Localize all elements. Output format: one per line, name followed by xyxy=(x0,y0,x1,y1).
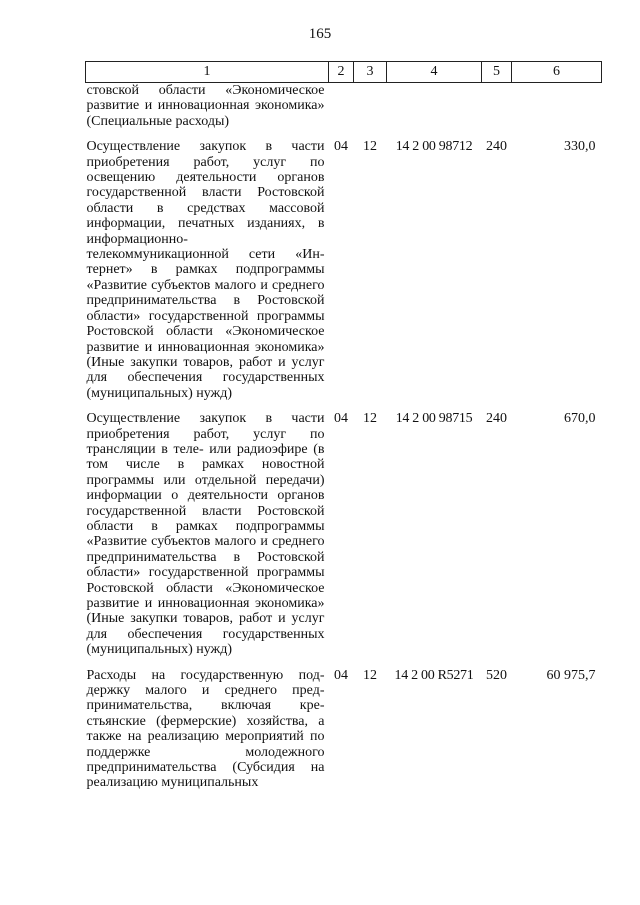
expense-type-code xyxy=(482,83,512,130)
target-article-code xyxy=(387,83,482,130)
column-header: 5 xyxy=(482,62,512,83)
header-row xyxy=(86,62,602,83)
row-description: Осуществление закупок в части приобретения работ, услуг по освещению деятельности органов государственной власти Ростовской области в средствах массовой информации, печатных изданиях, в информационно-телекоммуникационной сети «Интернет» в рамках подпрограммы «Развитие субъектов малого и среднего предпринимательства в Ростовской области» государственной программы Ростовской области «Экономическое развитие и инновационная экономика» (Иные закупки товаров, работ и услуг для обеспечения государственных (муниципальных) нужд) xyxy=(86,139,325,401)
column-header: 3 xyxy=(354,62,387,83)
subsection-code xyxy=(354,83,387,130)
column-header: 4 xyxy=(387,62,482,83)
amount: 670,0 xyxy=(564,411,596,427)
amount: 330,0 xyxy=(564,139,596,155)
expense-type-code: 520 xyxy=(486,667,507,683)
row-description: Осуществление закупок в части приобретения работ, услуг по трансляции в теле- или радиоэфире (в том числе в рамках новостной программы или отдельной передачи) информации о деятельности органов государственной власти Ростовской области в рамках подпрограммы «Развитие субъектов малого и среднего предпринимательства в Ростовской области» государственной программы Ростовской области «Экономическое развитие и инновационная экономика» (Иные закупки товаров, работ и услуг для обеспечения государственных (муниципальных) нужд) xyxy=(86,411,325,658)
target-article-code: 14 2 00 R5271 xyxy=(394,667,474,683)
row-description: стовской области «Экономическое развитие и инновационная экономика» (Специальные расходы) xyxy=(86,83,325,129)
page-number: 165 xyxy=(308,26,332,42)
column-header: 1 xyxy=(86,62,329,83)
expense-type-code: 240 xyxy=(486,139,507,155)
amount: 60 975,7 xyxy=(546,667,596,683)
section-code: 04 xyxy=(334,667,348,683)
target-article-code: 14 2 00 98715 xyxy=(395,411,473,427)
table-row xyxy=(86,83,602,130)
column-header: 2 xyxy=(329,62,354,83)
target-article-code: 14 2 00 98712 xyxy=(395,139,473,155)
section-code: 04 xyxy=(334,139,348,155)
column-header: 6 xyxy=(512,62,602,83)
expense-type-code: 240 xyxy=(486,411,507,427)
section-code: 04 xyxy=(334,411,348,427)
budget-table xyxy=(85,61,602,791)
subsection-code: 12 xyxy=(363,667,377,683)
amount xyxy=(512,83,602,130)
table-row xyxy=(86,129,602,401)
subsection-code: 12 xyxy=(363,411,377,427)
section-code xyxy=(329,83,354,130)
table-row xyxy=(86,401,602,658)
subsection-code: 12 xyxy=(363,139,377,155)
table-row xyxy=(86,658,602,791)
row-description: Расходы на государственную поддержку малого и среднего предпринимательства, включая крестьянские (фермерские) хозяйства, а также на реализацию мероприятий по поддержке молодежного предпринимательства (Субсидия на реализацию муниципальных xyxy=(86,667,325,791)
